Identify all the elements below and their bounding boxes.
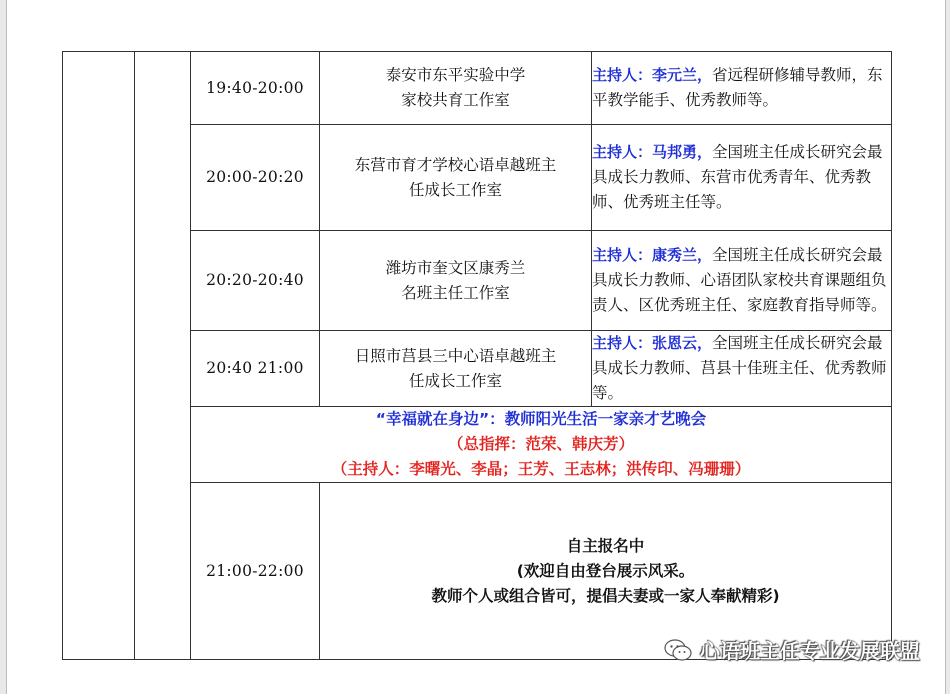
venue-line: 潍坊市奎文区康秀兰 (385, 258, 526, 277)
time-cell: 21:00-22:00 (191, 483, 320, 660)
gala-director: （总指挥：范荣、韩庆芳） (447, 435, 634, 453)
time-cell: 20:20-20:40 (191, 231, 320, 331)
venue-cell (320, 125, 592, 231)
venue-line: 任成长工作室 (408, 371, 502, 390)
gala-title: “幸福就在身边”：教师阳光生活一家亲才艺晚会 (375, 410, 707, 428)
host-cell (592, 52, 892, 125)
schedule-table (62, 51, 892, 660)
host-cell (592, 231, 892, 331)
host-label: 主持人：张恩云， (592, 334, 713, 352)
gala-cell (191, 407, 892, 483)
host-cell (592, 331, 892, 407)
signup-note: 教师个人或组合皆可，提倡夫妻或一家人奉献精彩) (431, 586, 780, 605)
host-description: 全国班主任成长研究会最具成长力教师、心语团队家校共育课题组负责人、区优秀班主任、家庭教育指导师等。 (592, 246, 887, 314)
gala-hosts: （主持人：李曙光、李晶；王芳、王志林；洪传印、冯珊珊） (331, 460, 751, 478)
signup-invite: (欢迎自由登台展示风采。 (516, 561, 695, 580)
host-label: 主持人：康秀兰， (592, 246, 713, 264)
time-cell: 20:40 21:00 (191, 331, 320, 407)
venue-line: 名班主任工作室 (401, 283, 510, 302)
host-description: 省远程研修辅导教师，东平教学能手、优秀教师等。 (592, 66, 883, 109)
venue-line: 任成长工作室 (408, 180, 502, 199)
venue-cell (320, 331, 592, 407)
outer-column-b (135, 52, 191, 660)
time-cell: 19:40-20:00 (191, 52, 320, 125)
venue-line: 东营市育才学校心语卓越班主 (354, 155, 557, 174)
host-description: 全国班主任成长研究会最具成长力教师、东营市优秀青年、优秀教师、优秀班主任等。 (592, 143, 883, 211)
venue-line: 家校共育工作室 (401, 91, 510, 109)
time-cell: 20:00-20:20 (191, 125, 320, 231)
schedule-row (63, 52, 892, 125)
host-description: 全国班主任成长研究会最具成长力教师、莒县十佳班主任、优秀教师等。 (592, 334, 887, 402)
venue-cell (320, 231, 592, 331)
venue-line: 日照市莒县三中心语卓越班主 (354, 346, 557, 365)
signup-status: 自主报名中 (566, 536, 645, 555)
host-cell (592, 125, 892, 231)
venue-line: 泰安市东平实验中学 (385, 66, 526, 84)
signup-cell (320, 483, 892, 660)
host-label: 主持人：马邦勇， (592, 143, 713, 161)
document-page (6, 0, 946, 694)
host-label: 主持人：李元兰， (592, 66, 713, 84)
watermark-text: 心语班主任专业发展联盟 (700, 639, 920, 663)
venue-cell (320, 52, 592, 125)
outer-column-a (63, 52, 135, 660)
